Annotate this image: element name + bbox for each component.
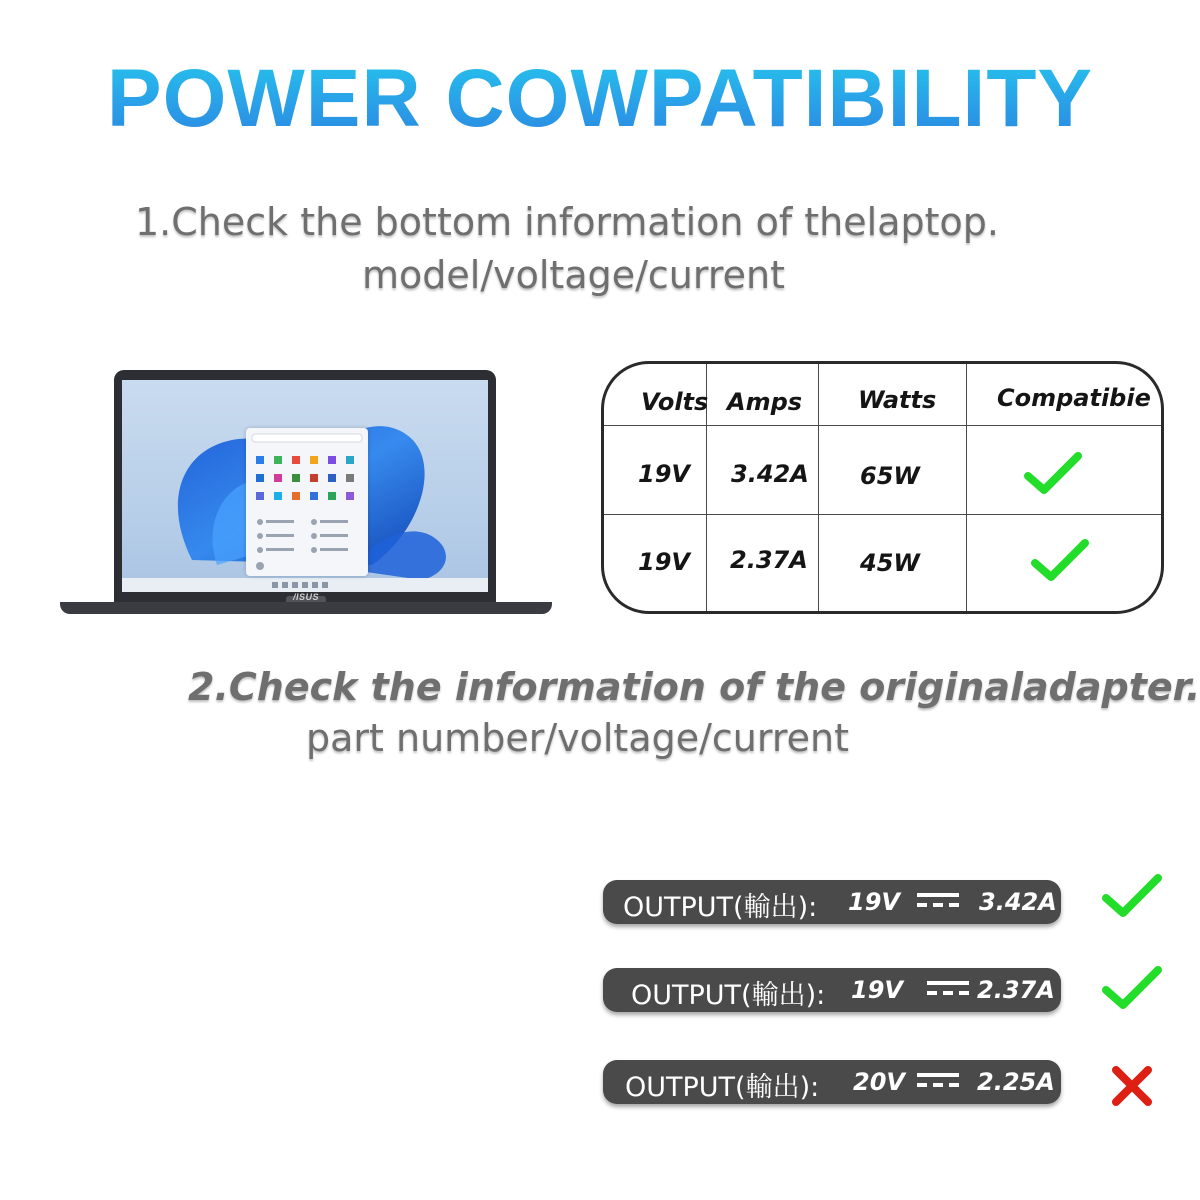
row2-volts: 19V [638,548,690,576]
row2-amps: 2.37A [730,546,808,574]
header-amps: Amps [727,388,803,416]
row2-watts: 45W [860,549,920,577]
step2-heading: 2.Check the information of the originaladapter. [188,665,1200,709]
laptop-base [60,602,552,614]
step2-subheading: part number/voltage/current [306,716,849,760]
output-label: OUTPUT(輸出): [623,892,818,923]
laptop-brand-label: /ISUS [292,592,319,602]
start-menu-icons [246,428,368,576]
row1-amps: 3.42A [731,460,809,488]
row1-volts: 19V [638,460,690,488]
dc-symbol-icon [917,893,959,909]
check-icon [1024,450,1082,498]
dc-symbol-icon [917,1073,959,1089]
table-divider [604,425,1161,426]
header-compatible: Compatibie [997,384,1151,412]
table-divider [818,364,819,611]
check-icon [1102,872,1162,920]
output-label: OUTPUT(輸出): [631,980,826,1011]
start-menu-panel [246,428,368,576]
output-label: OUTPUT(輸出): [625,1072,820,1103]
output-current: 2.25A [977,1068,1055,1096]
header-volts: Volts [641,388,709,416]
row1-watts: 65W [860,462,920,490]
dc-symbol-icon [927,981,969,997]
output-current: 2.37A [977,976,1055,1004]
output-row-1 [603,880,1061,924]
laptop-screen [122,380,488,592]
laptop-lid [114,370,496,602]
cross-icon [1110,1064,1154,1108]
step1-heading: 1.Check the bottom information of thelaptop. [135,200,999,244]
output-row-2 [603,968,1061,1012]
output-voltage: 20V [853,1068,905,1096]
laptop-illustration [60,370,552,616]
output-voltage: 19V [848,888,900,916]
page-title: POWER COWPATIBILITY [0,52,1200,146]
table-divider [604,514,1161,515]
output-voltage: 19V [851,976,903,1004]
table-divider [966,364,967,611]
output-row-3 [603,1060,1061,1104]
step1-subheading: model/voltage/current [362,253,785,297]
check-icon [1102,964,1162,1012]
output-current: 3.42A [979,888,1057,916]
check-icon [1031,537,1089,585]
spec-table [601,361,1164,614]
header-watts: Watts [858,386,937,414]
